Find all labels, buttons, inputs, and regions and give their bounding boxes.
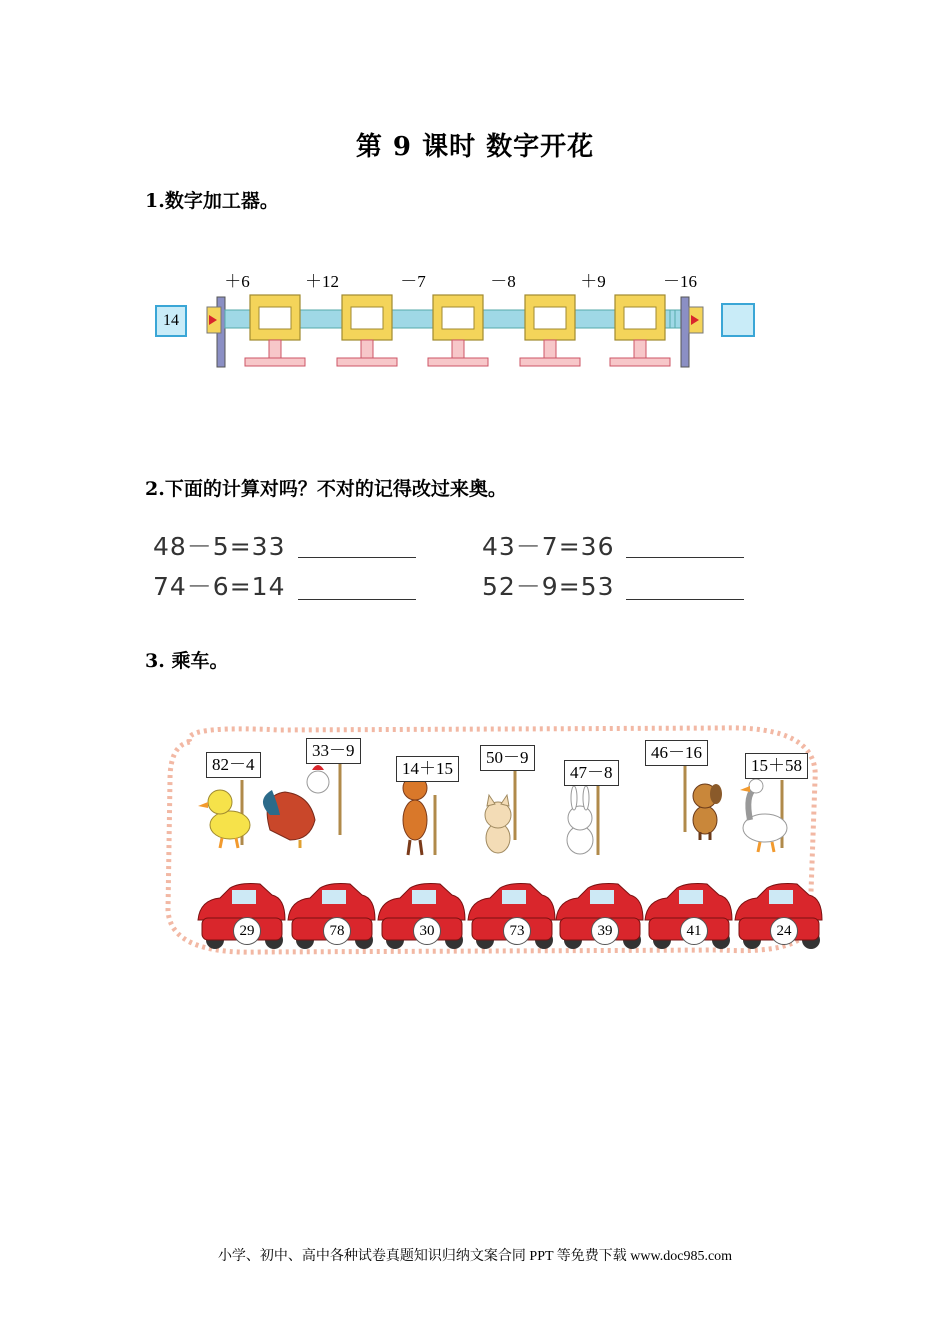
rabbit-icon (567, 786, 593, 854)
car-number: 73 (503, 917, 531, 945)
operation-label: ＋12 (305, 272, 339, 291)
answer-line[interactable] (626, 556, 744, 558)
equation: 43－7=36 (482, 532, 615, 561)
operation-label: －7 (400, 272, 426, 291)
number-processor (145, 255, 765, 375)
animal-sign: 46－16 (645, 740, 708, 766)
car-number: 41 (680, 917, 708, 945)
start-value-box: 14 (155, 305, 187, 337)
operation-label: ＋9 (580, 272, 606, 291)
equation: 52－9=53 (482, 572, 615, 601)
cat-icon (485, 795, 511, 853)
car-number: 29 (233, 917, 261, 945)
animal-sign: 47－8 (564, 760, 619, 786)
animal-sign: 50－9 (480, 745, 535, 771)
rooster-icon (263, 765, 329, 848)
operation-label: －8 (490, 272, 516, 291)
question-1-heading: 1.数字加工器。 (145, 190, 279, 212)
answer-line[interactable] (626, 598, 744, 600)
car-number: 30 (413, 917, 441, 945)
operation-label: ＋6 (224, 272, 250, 291)
animal-sign: 15＋58 (745, 753, 808, 779)
animal-sign: 14＋15 (396, 756, 459, 782)
answer-line[interactable] (298, 556, 416, 558)
car-number: 39 (591, 917, 619, 945)
result-answer-box[interactable] (721, 303, 755, 337)
question-2-heading: 2.下面的计算对吗？不对的记得改过来奥。 (145, 478, 507, 500)
animal-sign: 33－9 (306, 738, 361, 764)
equation: 74－6=14 (153, 572, 286, 601)
answer-line[interactable] (298, 598, 416, 600)
footer-text: 小学、初中、高中各种试卷真题知识归纳文案合同 PPT 等免费下载 www.doc985.com (217, 1249, 733, 1264)
car-number: 78 (323, 917, 351, 945)
equation: 48－5=33 (153, 532, 286, 561)
question-3-heading: 3. 乘车。 (145, 650, 229, 672)
car-number: 24 (770, 917, 798, 945)
operation-label: －16 (663, 272, 697, 291)
ride-the-car-scene (160, 720, 825, 960)
page-title: 第 9 课时 数字开花 (355, 132, 595, 162)
goose-icon (740, 779, 787, 852)
animal-sign: 82－4 (206, 752, 261, 778)
dog-icon (693, 784, 722, 840)
